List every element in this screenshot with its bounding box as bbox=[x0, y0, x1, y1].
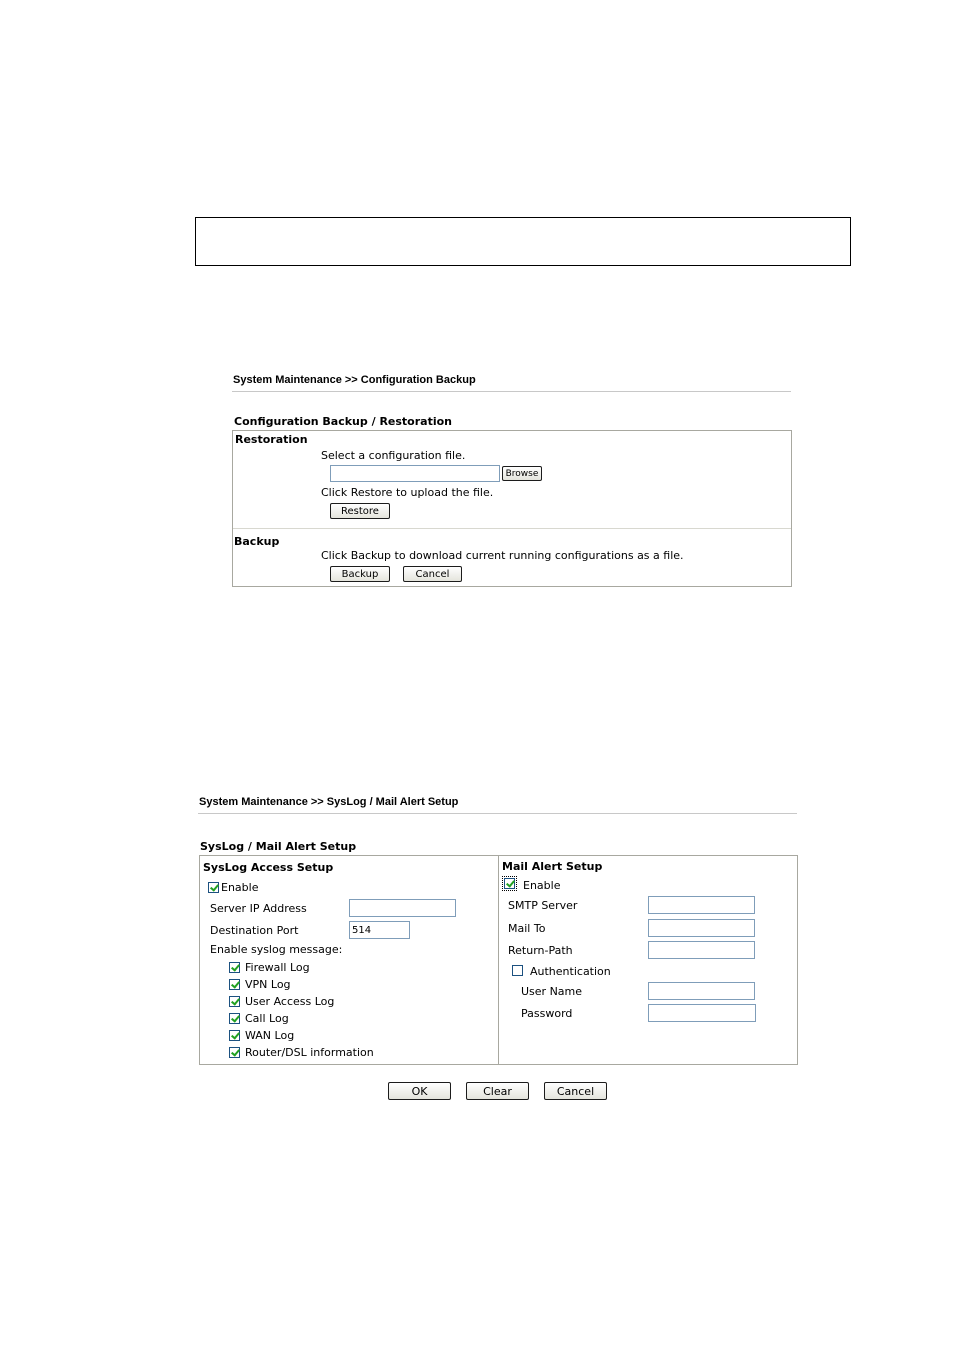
authentication-label: Authentication bbox=[530, 965, 611, 978]
browse-button[interactable]: Browse bbox=[502, 466, 542, 481]
enable-syslog-msg-label: Enable syslog message: bbox=[210, 943, 343, 956]
syslog-access-title: SysLog Access Setup bbox=[203, 861, 334, 874]
syslog-panel-title: SysLog / Mail Alert Setup bbox=[200, 840, 357, 853]
authentication-checkbox[interactable] bbox=[512, 965, 523, 976]
smtp-server-input[interactable] bbox=[648, 896, 755, 914]
mail-alert-title: Mail Alert Setup bbox=[502, 860, 603, 873]
backup-hint-text: Click Backup to download current running configurations as a file. bbox=[321, 549, 684, 562]
syslog-panel bbox=[199, 855, 798, 1065]
user-name-input[interactable] bbox=[648, 982, 755, 1000]
select-file-text: Select a configuration file. bbox=[321, 449, 466, 462]
syslog-cancel-button[interactable]: Cancel bbox=[544, 1082, 607, 1100]
server-ip-label: Server IP Address bbox=[210, 902, 307, 915]
return-path-label: Return-Path bbox=[508, 944, 573, 957]
restore-button[interactable]: Restore bbox=[330, 503, 390, 519]
vpn-log-checkbox[interactable] bbox=[229, 979, 240, 990]
restoration-title: Restoration bbox=[235, 433, 308, 446]
backup-button[interactable]: Backup bbox=[330, 566, 390, 582]
wan-log-label: WAN Log bbox=[245, 1029, 295, 1042]
backup-breadcrumb-divider bbox=[232, 391, 791, 392]
dest-port-label: Destination Port bbox=[210, 924, 299, 937]
backup-panel-title: Configuration Backup / Restoration bbox=[234, 415, 452, 428]
return-path-input[interactable] bbox=[648, 941, 755, 959]
wan-log-checkbox[interactable] bbox=[229, 1030, 240, 1041]
backup-section-title: Backup bbox=[234, 535, 280, 548]
syslog-breadcrumb: System Maintenance >> SysLog / Mail Alert Setup bbox=[199, 796, 459, 808]
backup-panel bbox=[232, 430, 792, 587]
firewall-log-label: Firewall Log bbox=[245, 961, 310, 974]
syslog-enable-label: Enable bbox=[221, 881, 259, 894]
syslog-breadcrumb-divider bbox=[198, 813, 797, 814]
password-input[interactable] bbox=[648, 1004, 756, 1022]
backup-breadcrumb: System Maintenance >> Configuration Backup bbox=[233, 374, 476, 386]
clear-button[interactable]: Clear bbox=[466, 1082, 529, 1100]
mail-enable-label: Enable bbox=[523, 879, 561, 892]
ok-button[interactable]: OK bbox=[388, 1082, 451, 1100]
syslog-column-divider bbox=[498, 856, 499, 1064]
dest-port-input[interactable] bbox=[349, 921, 410, 939]
mail-enable-checkbox[interactable] bbox=[504, 878, 515, 889]
router-dsl-info-label: Router/DSL information bbox=[245, 1046, 374, 1059]
user-access-log-label: User Access Log bbox=[245, 995, 335, 1008]
backup-section-divider bbox=[233, 528, 791, 529]
user-name-label: User Name bbox=[521, 985, 583, 998]
mail-to-label: Mail To bbox=[508, 922, 546, 935]
call-log-checkbox[interactable] bbox=[229, 1013, 240, 1024]
user-access-log-checkbox[interactable] bbox=[229, 996, 240, 1007]
restore-hint-text: Click Restore to upload the file. bbox=[321, 486, 494, 499]
vpn-log-label: VPN Log bbox=[245, 978, 291, 991]
router-dsl-info-checkbox[interactable] bbox=[229, 1047, 240, 1058]
smtp-server-label: SMTP Server bbox=[508, 899, 578, 912]
note-box bbox=[195, 217, 851, 266]
syslog-enable-checkbox[interactable] bbox=[208, 882, 219, 893]
mail-to-input[interactable] bbox=[648, 919, 755, 937]
config-file-input[interactable] bbox=[330, 465, 500, 482]
password-label: Password bbox=[521, 1007, 573, 1020]
firewall-log-checkbox[interactable] bbox=[229, 962, 240, 973]
call-log-label: Call Log bbox=[245, 1012, 289, 1025]
backup-cancel-button[interactable]: Cancel bbox=[403, 566, 462, 582]
server-ip-input[interactable] bbox=[349, 899, 456, 917]
